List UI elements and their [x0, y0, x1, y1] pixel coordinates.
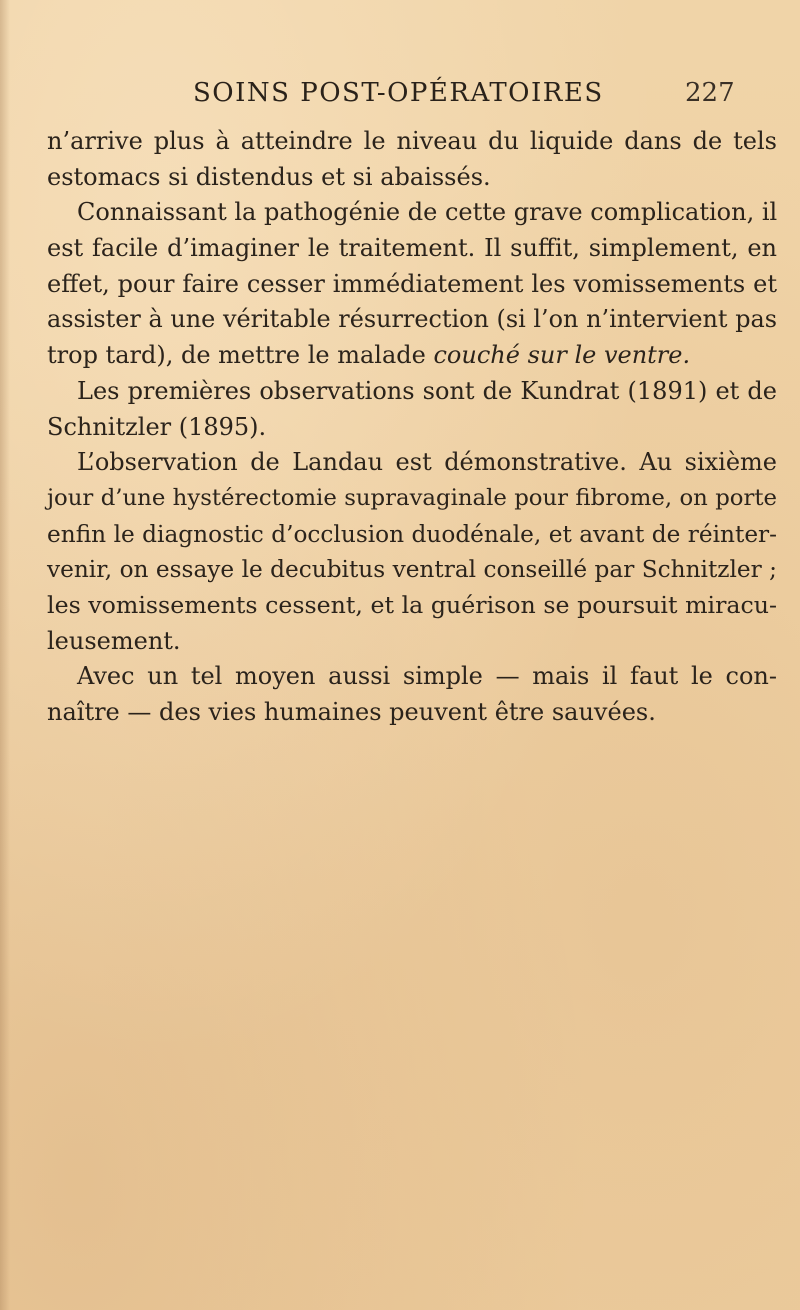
text-line: Schnitzler (1895). [47, 412, 267, 441]
text-line: Avec un tel moyen aussi simple — mais il faut le con- [77, 662, 777, 691]
page-number: 227 [685, 78, 735, 108]
italic-phrase: couché sur le ventre. [433, 341, 691, 370]
page-edge-shadow [0, 0, 10, 1310]
text-line: naître — des vies humaines peuvent être sauvées. [47, 698, 656, 726]
text-line: assister à une véritable résurrection (si l’on n’intervient pas [47, 305, 777, 334]
text-line: effet, pour faire cesser immédiatement les vomissements et [47, 269, 777, 298]
text-line: enfin le diagnostic d’occlusion duodénale, et avant de réinter- [47, 520, 777, 548]
running-head [0, 78, 800, 118]
body-text [47, 124, 777, 731]
text-line: leusement. [47, 626, 181, 655]
text-line: est facile d’imaginer le traitement. Il suffit, simplement, en [47, 234, 777, 263]
text-line: L’observation de Landau est démonstrative. Au sixième [77, 448, 777, 477]
text-line: n’arrive plus à atteindre le niveau du liquide dans de tels [47, 127, 777, 155]
text-line: les vomissements cessent, et la guérison se poursuit miracu- [47, 590, 777, 619]
text-line: Les premières observations sont de Kundrat (1891) et de [77, 376, 777, 405]
running-title: SOINS POST-OPÉRATOIRES [193, 78, 604, 108]
text-line: venir, on essaye le decubitus ventral conseillé par Schnitzler ; [47, 556, 777, 584]
text-line: jour d’une hystérectomie supravaginale pour fibrome, on porte [47, 484, 777, 511]
text-line: Connaissant la pathogénie de cette grave complication, il [77, 198, 778, 227]
text-line-start: trop tard), de mettre le malade [47, 341, 426, 370]
text-line: estomacs si distendus et si abaissés. [47, 162, 491, 191]
text-line-with-italic [47, 338, 777, 374]
